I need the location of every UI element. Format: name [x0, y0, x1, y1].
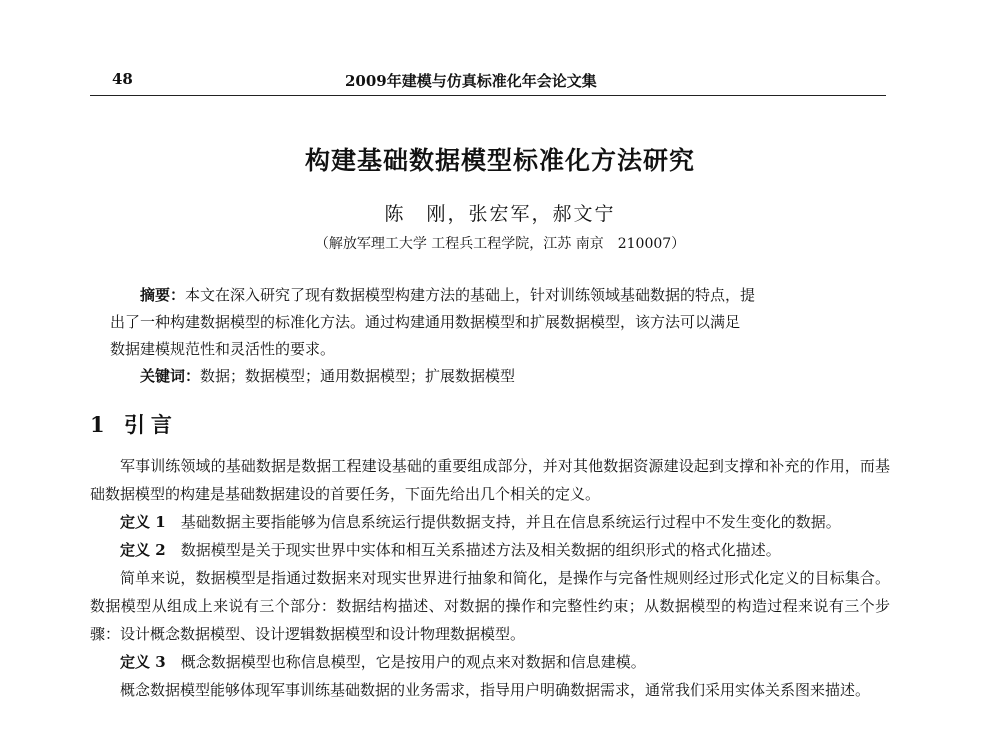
paper-authors: 陈 刚，张宏军，郝文宁	[384, 203, 616, 225]
abstract-label: 摘要：	[140, 286, 186, 304]
paper-title: 构建基础数据模型标准化方法研究	[304, 146, 695, 175]
definition-3-label: 定义 3	[120, 653, 166, 671]
abstract-line-3: 数据建模规范性和灵活性的要求。	[110, 340, 336, 358]
definition-2	[90, 536, 890, 564]
abstract-line-1	[110, 284, 870, 305]
definition-2-text: 数据模型是关于现实世界中实体和相互关系描述方法及相关数据的组织形式的格式化描述。	[180, 541, 781, 559]
abstract-text-1: 本文在深入研究了现有数据模型构建方法的基础上，针对训练领域基础数据的特点，提	[185, 286, 756, 304]
section-title: 引言	[123, 412, 178, 437]
definition-1	[90, 508, 890, 536]
section-number: 1	[90, 412, 111, 437]
section-body	[90, 452, 890, 704]
abstract-line-2: 出了一种构建数据模型的标准化方法。通过构建通用数据模型和扩展数据模型，该方法可以满足	[110, 313, 741, 331]
definition-3	[90, 648, 890, 676]
paper-affiliation: （解放军理工大学 工程兵工程学院，江苏 南京 210007）	[314, 236, 686, 252]
paragraph-data-model: 简单来说，数据模型是指通过数据来对现实世界进行抽象和简化，是操作与完备性规则经过形式化定义的目标集合。数据模型从组成上来说有三个部分：数据结构描述、对数据的操作和完整性约束；从数据模型的构造过程来说有三个步骤：设计概念数据模型、设计逻辑数据模型和设计物理数据模型。	[90, 569, 890, 643]
keywords-text: 数据；数据模型；通用数据模型；扩展数据模型	[200, 367, 516, 385]
header-rule	[90, 95, 886, 96]
definition-2-label: 定义 2	[120, 541, 166, 559]
paragraph-intro: 军事训练领域的基础数据是数据工程建设基础的重要组成部分，并对其他数据资源建设起到支撑和补充的作用，而基础数据模型的构建是基础数据建设的首要任务，下面先给出几个相关的定义。	[90, 457, 890, 503]
journal-title: 2009年建模与仿真标准化年会论文集	[345, 72, 597, 90]
keywords-line	[110, 365, 870, 386]
definition-1-label: 定义 1	[120, 513, 166, 531]
definition-1-text: 基础数据主要指能够为信息系统运行提供数据支持，并且在信息系统运行过程中不发生变化的数据。	[180, 513, 841, 531]
keywords-label: 关键词：	[140, 367, 201, 385]
definition-3-text: 概念数据模型也称信息模型，它是按用户的观点来对数据和信息建模。	[180, 653, 646, 671]
paragraph-conceptual-model: 概念数据模型能够体现军事训练基础数据的业务需求，指导用户明确数据需求，通常我们采用实体关系图来描述。	[120, 681, 871, 699]
page-number: 48	[112, 70, 133, 88]
section-heading	[90, 409, 178, 439]
